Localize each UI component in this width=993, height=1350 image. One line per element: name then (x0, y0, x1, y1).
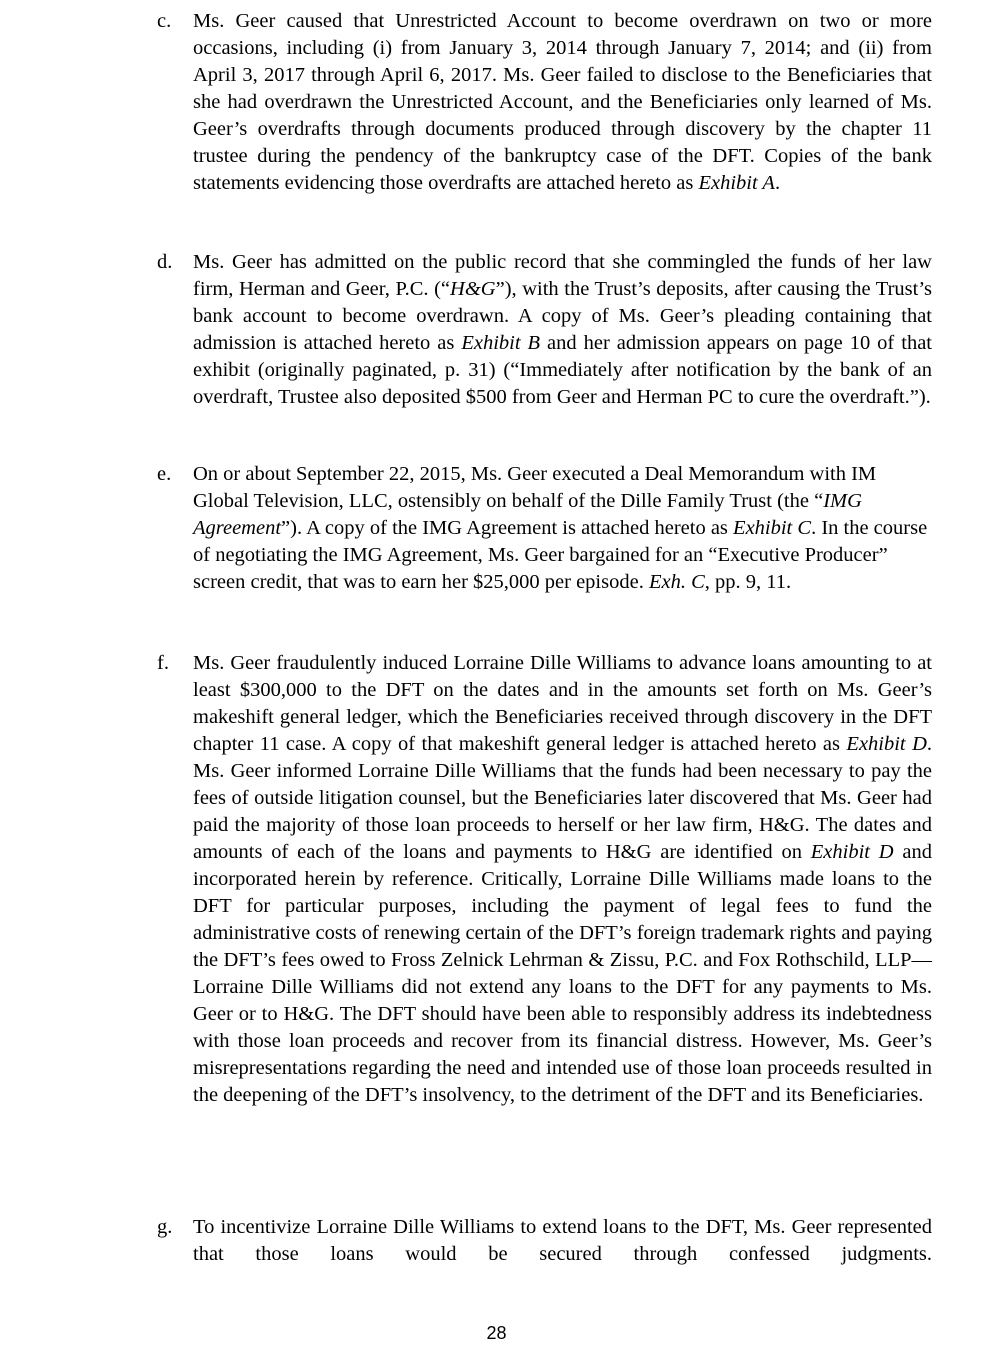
list-marker: c. (157, 10, 172, 32)
italic-text: Exhibit B (461, 332, 541, 354)
paragraph-text (193, 461, 932, 596)
paragraph-c (157, 8, 932, 197)
italic-text: Exhibit A (698, 172, 775, 194)
text-run: . In the course of negotiating the IMG Agreement, Ms. Geer bargained for an “Executive Producer” screen credit, that was to earn her $25,000 per episode. (193, 517, 928, 593)
text-run: . (774, 172, 781, 194)
italic-text: Exhibit D (810, 841, 894, 863)
text-run: ”), with the Trust’s deposits, after causing the Trust’s bank account to become overdrawn. A copy of Ms. Geer’s pleading containing that admission is attached hereto as (193, 278, 932, 354)
paragraph-text (193, 650, 932, 1109)
list-marker: d. (157, 251, 173, 273)
paragraph-g (157, 1214, 932, 1268)
list-marker: g. (157, 1216, 173, 1238)
paragraph-text (193, 249, 932, 411)
italic-text: Exhibit C (733, 517, 812, 539)
text-run: , pp. 9, 11. (704, 571, 792, 593)
paragraph-d (157, 249, 932, 411)
list-marker: e. (157, 463, 172, 485)
text-run: On or about September 22, 2015, Ms. Geer executed a Deal Memorandum with IM Global Television, LLC, ostensibly on behalf of the Dille Family Trust (the “ (193, 463, 877, 512)
text-run: and her admission appears on page 10 of that exhibit (originally paginated, p. 31) (“Immediately after notification by the bank of an overdraft, Trustee also deposited $500 from Geer and Herman PC to cure the overdraft.”). (193, 332, 932, 408)
text-run: and incorporated herein by reference. Critically, Lorraine Dille Williams made loans to the DFT for particular purposes, including the payment of legal fees to fund the administrative costs of renewing certain of the DFT’s foreign trademark rights and paying the DFT’s fees owed to Fross Zelnick Lehrman & Zissu, P.C. and Fox Rothschild, LLP—Lorraine Dille Williams did not extend any loans to the DFT for any payments to Ms. Geer or to H&G. The DFT should have been able to responsibly address its indebtedness with those loan proceeds and recover from its financial distress. However, Ms. Geer’s misrepresentations regarding the need and intended use of those loan proceeds resulted in the deepening of the DFT’s insolvency, to the detriment of the DFT and its Beneficiaries. (193, 841, 933, 1106)
italic-text: H&G (450, 278, 496, 300)
italic-text: Exhibit D (846, 733, 927, 755)
text-run: Ms. Geer fraudulently induced Lorraine Dille Williams to advance loans amounting to at least $300,000 to the DFT on the dates and in the amounts set forth on Ms. Geer’s makeshift general ledger, which the Beneficiaries received through discovery in the DFT chapter 11 case. A copy of that makeshift general ledger is attached hereto as (193, 652, 932, 755)
italic-text: IMG Agreement (193, 490, 862, 539)
list-marker: f. (157, 652, 169, 674)
paragraph-text (193, 1214, 932, 1268)
paragraph-text (193, 8, 932, 197)
text-run: ”). A copy of the IMG Agreement is attached hereto as (281, 517, 734, 539)
italic-text: Exh. C (648, 571, 705, 593)
paragraph-e (157, 461, 932, 596)
paragraph-f (157, 650, 932, 1109)
text-run: Ms. Geer caused that Unrestricted Account to become overdrawn on two or more occasions, including (i) from January 3, 2014 through January 7, 2014; and (ii) from April 3, 2017 through April 6, 2017. Ms. Geer failed to disclose to the Beneficiaries that she had overdrawn the Unrestricted Account, and the Beneficiaries only learned of Ms. Geer’s overdrafts through documents produced through discovery by the chapter 11 trustee during the pendency of the bankruptcy case of the DFT. Copies of the bank statements evidencing those overdrafts are attached hereto as (193, 10, 932, 194)
page-number: 28 (486, 1323, 507, 1343)
text-run: . Ms. Geer informed Lorraine Dille Williams that the funds had been necessary to pay the fees of outside litigation counsel, but the Beneficiaries later discovered that Ms. Geer had paid the majority of those loan proceeds to herself or her law firm, H&G. The dates and amounts of each of the loans and payments to H&G are identified on (193, 733, 932, 863)
text-run: Ms. Geer has admitted on the public record that she commingled the funds of her law firm, Herman and Geer, P.C. (“ (193, 251, 932, 300)
text-run: To incentivize Lorraine Dille Williams to extend loans to the DFT, Ms. Geer represented that those loans would be secured through confessed judgments. (193, 1216, 932, 1265)
